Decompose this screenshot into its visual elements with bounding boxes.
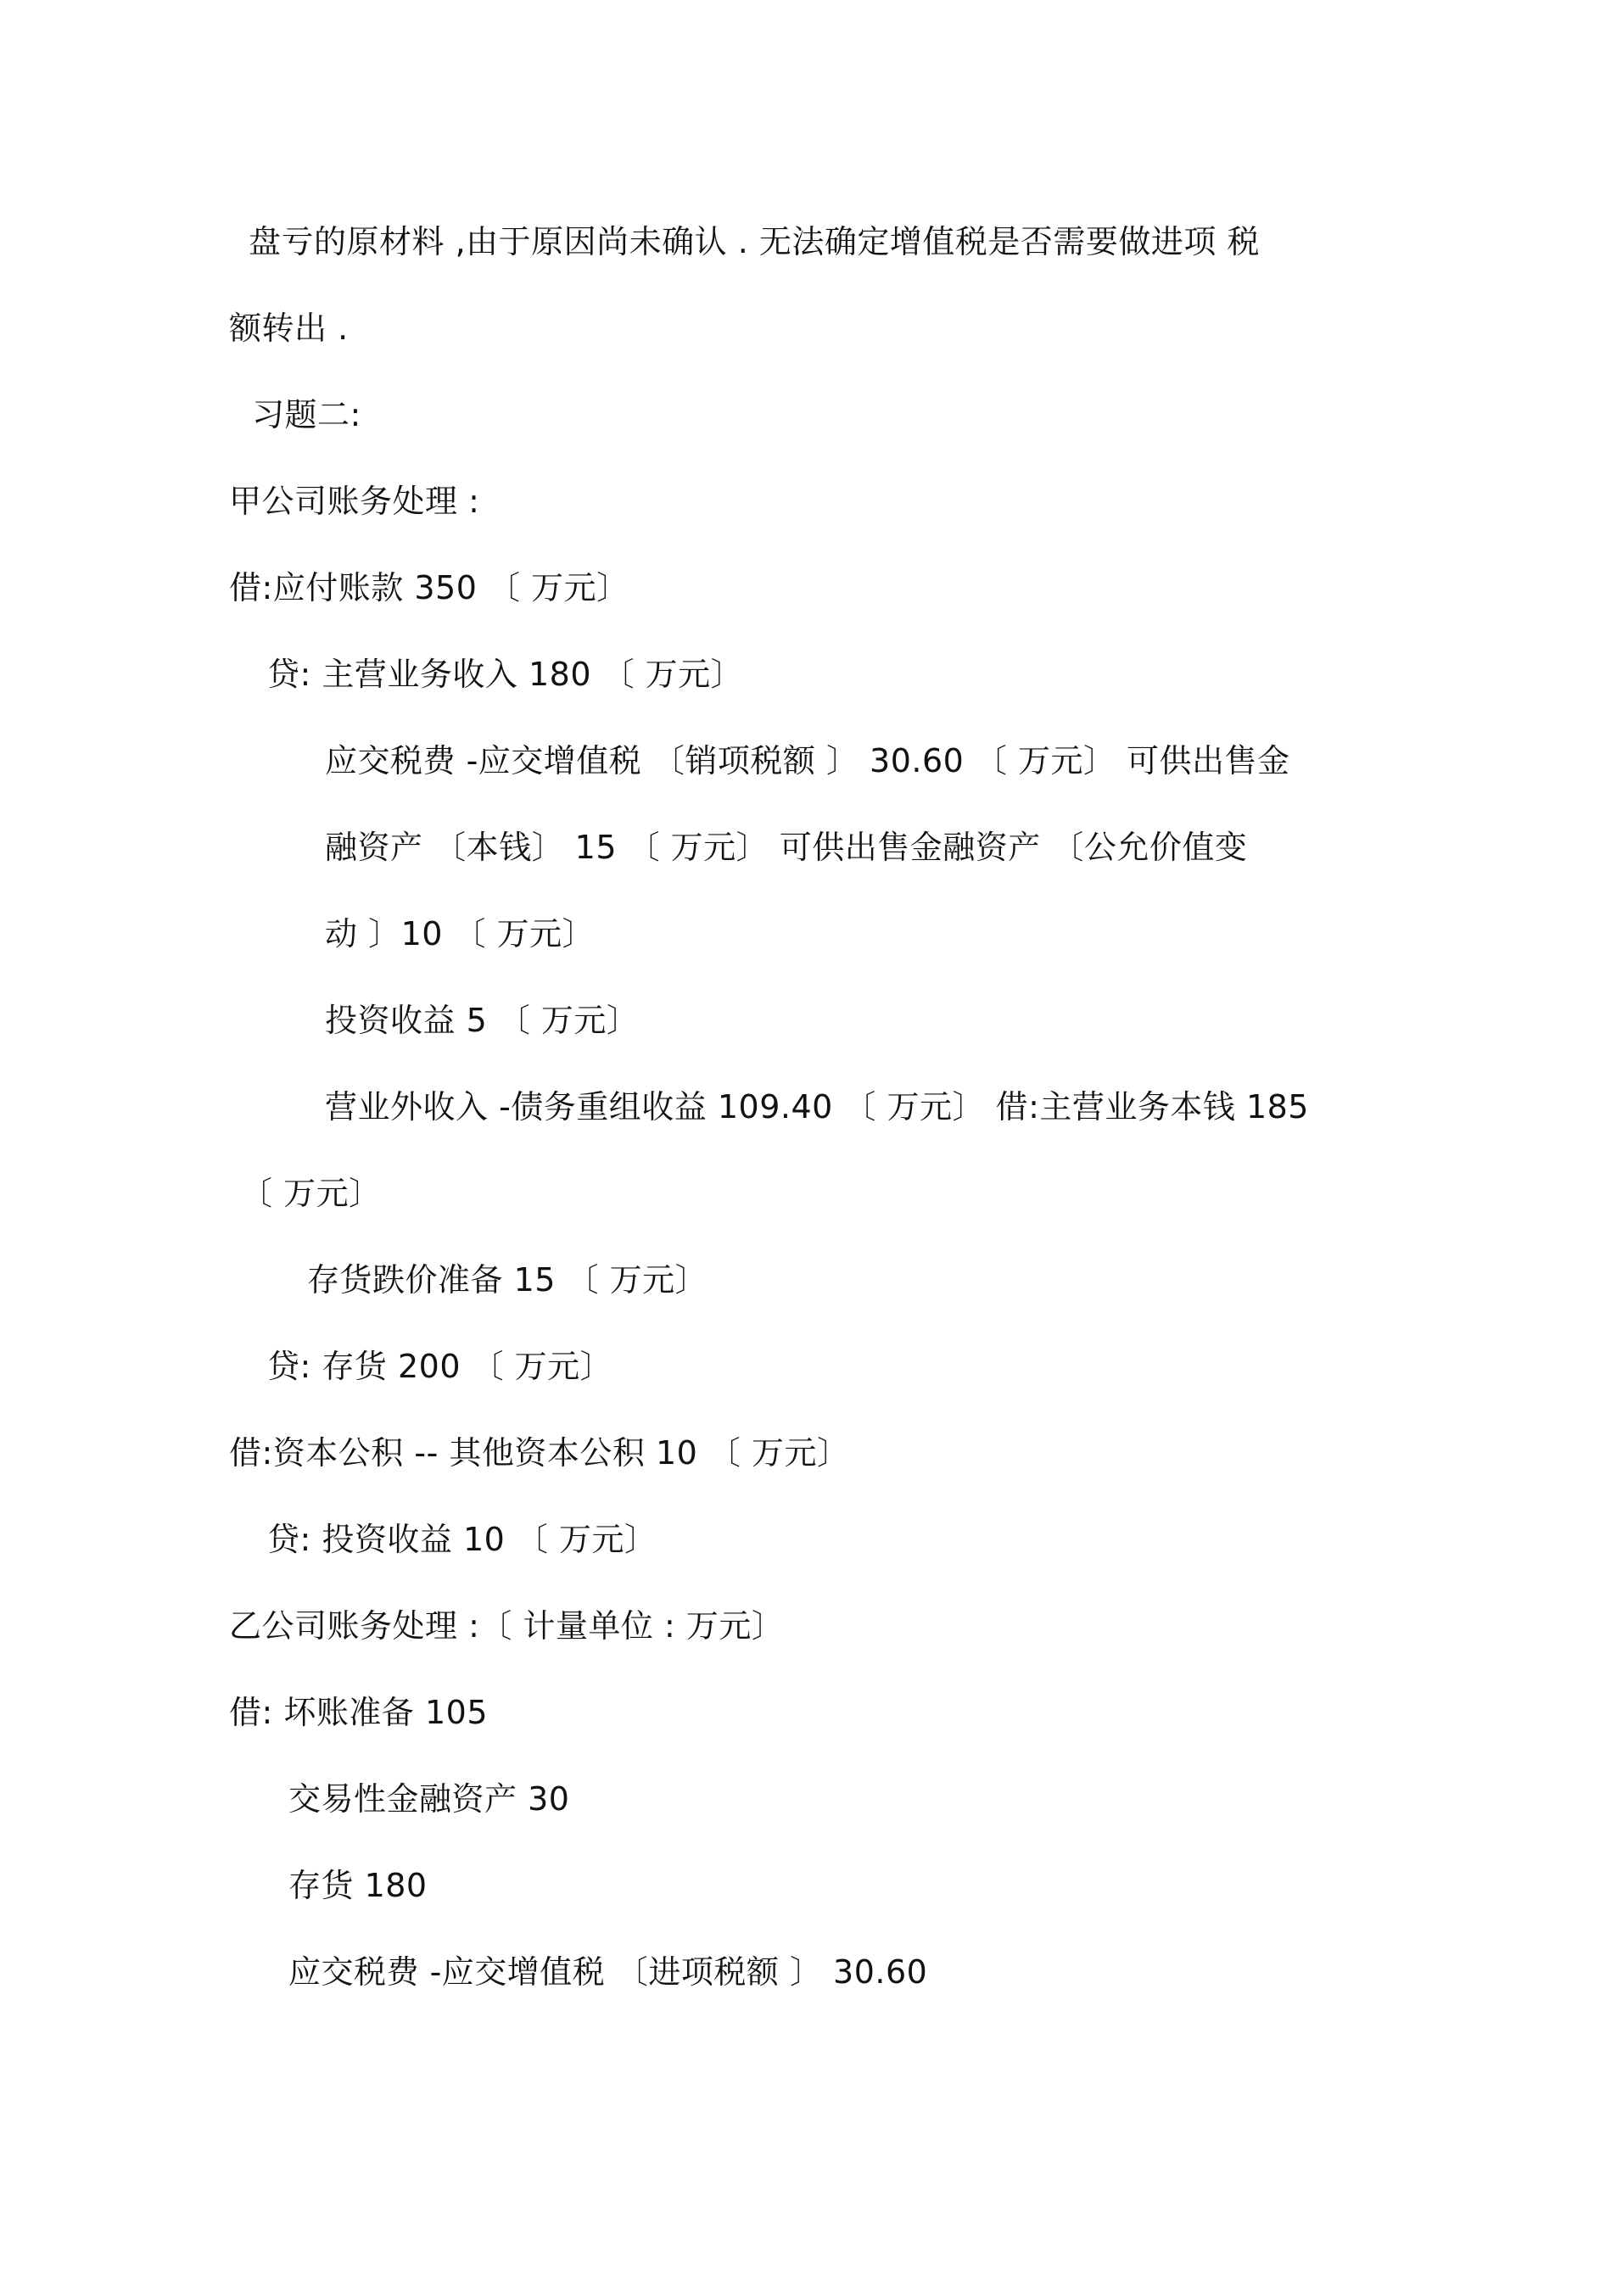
text-line-14: 贷: 存货 200 〔 万元〕	[267, 1348, 613, 1385]
text-line-2: 额转出 .	[229, 310, 349, 347]
text-line-1: 盘亏的原材料 ,由于原因尚未确认 . 无法确定增值税是否需要做进项 税	[249, 223, 1260, 260]
text-line-12: 〔 万元〕	[240, 1175, 382, 1212]
text-line-7: 应交税费 -应交增值税 〔销项税额 〕 30.60 〔 万元〕 可供出售金	[325, 742, 1290, 779]
text-line-4: 甲公司账务处理 :	[229, 483, 480, 520]
text-line-11: 营业外收入 -债务重组收益 109.40 〔 万元〕 借:主营业务本钱 185	[325, 1088, 1309, 1126]
text-line-5: 借:应付账款 350 〔 万元〕	[229, 569, 629, 606]
text-line-9: 动 〕10 〔 万元〕	[325, 915, 596, 952]
text-line-15: 借:资本公积 -- 其他资本公积 10 〔 万元〕	[229, 1434, 850, 1472]
text-line-17: 乙公司账务处理 :〔 计量单位 : 万元〕	[229, 1607, 785, 1645]
text-line-21: 应交税费 -应交增值税 〔进项税额 〕 30.60	[288, 1953, 928, 1991]
text-line-8: 融资产 〔本钱〕 15 〔 万元〕 可供出售金融资产 〔公允价值变	[325, 829, 1248, 866]
text-line-19: 交易性金融资产 30	[288, 1780, 570, 1818]
text-line-20: 存货 180	[288, 1867, 428, 1904]
text-line-6: 贷: 主营业务收入 180 〔 万元〕	[267, 656, 744, 693]
text-line-16: 贷: 投资收益 10 〔 万元〕	[267, 1521, 657, 1558]
text-line-13: 存货跌价准备 15 〔 万元〕	[307, 1261, 708, 1299]
text-line-18: 借: 坏账准备 105	[229, 1694, 488, 1731]
section-heading: 习题二:	[252, 396, 361, 433]
text-line-10: 投资收益 5 〔 万元〕	[325, 1002, 640, 1039]
